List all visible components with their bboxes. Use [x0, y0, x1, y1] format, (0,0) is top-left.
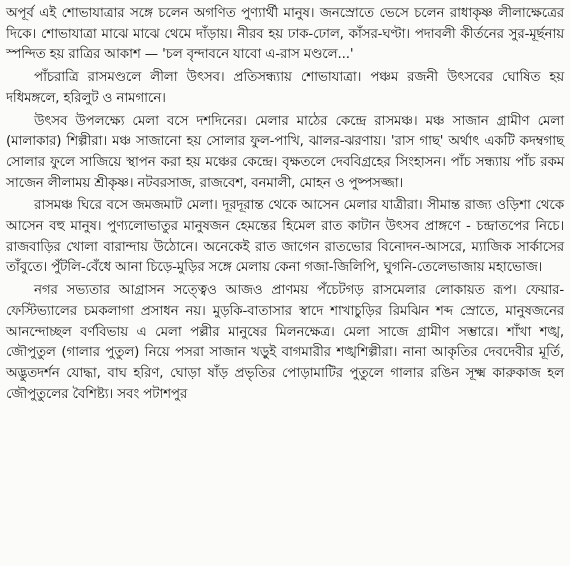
paragraph-5: নগর সভ্যতার আগ্রাসন সত্ত্বেও আজও প্রাণময় পঁচেটগড় রাসমেলার লোকায়ত রূপ। ফেয়ার-ফেস্টিভ্যালের চমকলাগা প্রসাধন নয়। মুড়কি-বাতাসার স্বাদে শাখাচুড়ির রিমঝিন শব্দ স্রোতে, মানুষজনের আনন্দোচ্ছল বর্ণবিভায় এ মেলা পল্লীর মানুষের মিলনক্ষেত্র। মেলা সাজে গ্রামীণ সম্ভারে। শাঁখা শঙ্খ, জৌপুতুল (গালার পুতুল) নিয়ে পসরা সাজান খড়ুই বাগমারীর শঙ্খশিল্পীরা। নানা আকৃতির দেবদেবীর মূর্তি, অদ্ভুতদর্শন যোদ্ধা, বাঘ হরিণ, ঘোড়া ষাঁড় প্রভৃতির পোড়ামাটির পুতুলে গালার রঙিন সূক্ষ্ম কারুকাজ হল জৌপুতুলের বৈশিষ্ট্য। সবং পটাশপুর — [6, 283, 564, 402]
paragraph-4: রাসমঞ্চ ঘিরে বসে জমজমাট মেলা। দূরদূরান্ত থেকে আসেন মেলার যাত্রীরা। সীমান্ত রাজ্য ওড়িশা থেকে আসেন বহু মানুষ। পুণ্যলোভাতুর মানুষজন হেমন্তের হিমেল রাত কাটান উৎসব প্রাঙ্গণে - চন্দ্রাতপের নিচে। রাজবাড়ির খোলা বারান্দায় উঠোনে। অনেকেই রাত জাগেন রাতভোর বিনোদন-আসরে, ম্যাজিক সার্কাসের তাঁবুতে। পুঁটলি-বেঁধে আনা চিড়ে-মুড়ির সঙ্গে মেলায় কেনা গজা-জিলিপি, ঘুগনি-তেলেভাজায় মহাভোজ। — [6, 198, 564, 276]
paragraph-2: পাঁচরাত্রি রাসমণ্ডলে লীলা উৎসব। প্রতিসন্ধ্যায় শোভাযাত্রা। পঞ্চম রজনী উৎসবের ঘোষিত হয় দধিমঙ্গলে, হরিলুট ও নামগানে। — [6, 70, 564, 106]
paragraph-1: অপূর্ব এই শোভাযাত্রার সঙ্গে চলেন অগণিত পুণ্যার্থী মানুষ। জনস্রোতে ভেসে চলেন রাধাকৃষ্ণ লীলাক্ষেত্রের দিকে। শোভাযাত্রা মাঝে মাঝে থেমে দাঁড়ায়। নীরব হয় ঢাক-ঢোল, কাঁসর-ঘণ্টা। পদাবলী কীর্তনের সুর-মূর্ছনায় স্পন্দিত হয় রাত্রির আকাশ — 'চল বৃন্দাবনে যাবো এ-রাস মণ্ডলে...' — [6, 6, 564, 63]
paragraph-3: উৎসব উপলক্ষ্যে মেলা বসে দশদিনের। মেলার মাঠের কেন্দ্রে রাসমঞ্চ। মঞ্চ সাজান গ্রামীণ মেলা (মালাকার) শিল্পীরা। মঞ্চ সাজানো হয় সোলার ফুল-পাখি, ঝালর-ঝরণায়। 'রাস গাছ' অর্থাৎ একটি কদম্বগাছ সোলার ফুলে সাজিয়ে স্থাপন করা হয় মঞ্চের কেন্দ্রে। বৃক্ষতলে দেববিগ্রহের সিংহাসন। পাঁচ সন্ধ্যায় পাঁচ রকম সাজেন লীলাময় শ্রীকৃষ্ণ। নটবরসাজ, রাজবেশ, বনমালী, মোহন ও পুষ্পসজ্জা। — [6, 113, 564, 191]
